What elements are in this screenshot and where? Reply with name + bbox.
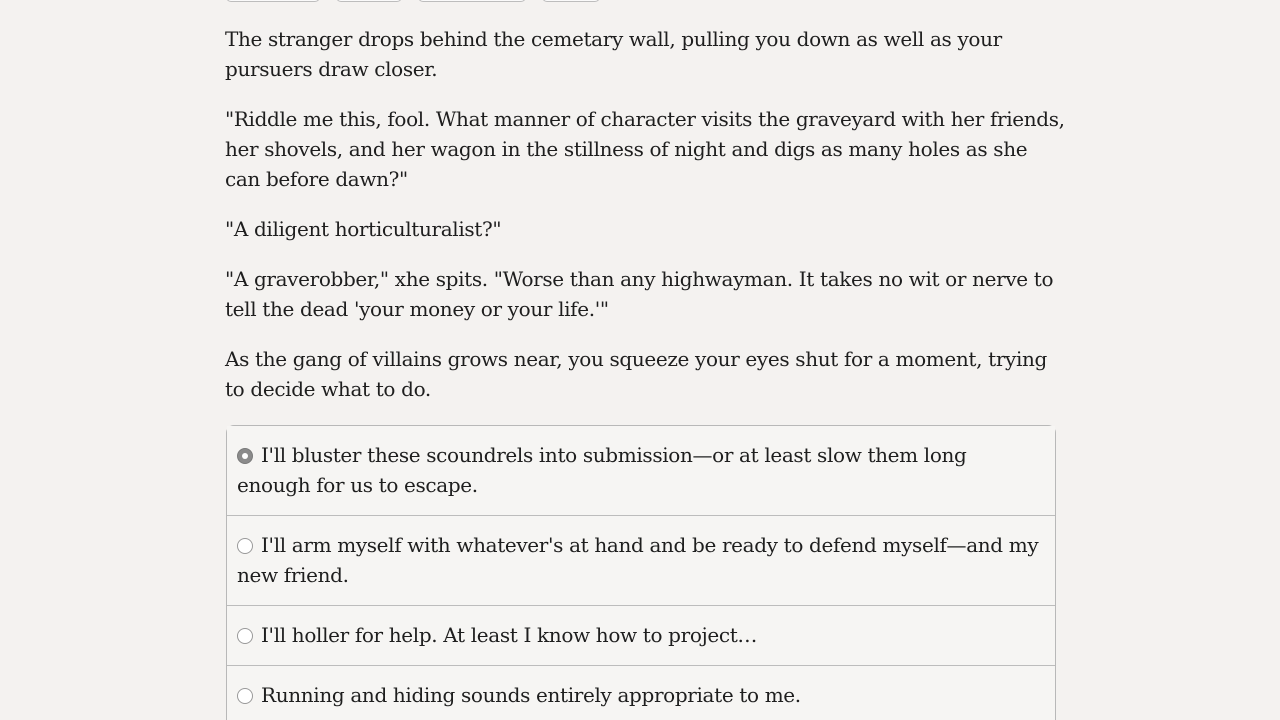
choice-option-arm[interactable] [227, 516, 1055, 606]
story-paragraph: As the gang of villains grows near, you squeeze your eyes shut for a moment, trying to decide what to do. [225, 347, 1048, 401]
choice-label: Running and hiding sounds entirely appropriate to me. [261, 683, 801, 707]
menu-tab-stats[interactable] [226, 0, 320, 2]
choice-list [226, 425, 1056, 720]
story-paragraph: "A graverobber," xhe spits. "Worse than any highwayman. It takes no wit or nerve to tell the dead 'your money or your life.'" [225, 267, 1054, 321]
choice-label: I'll arm myself with whatever's at hand and be ready to defend myself—and my new friend. [237, 533, 1039, 587]
story-paragraph: "A diligent horticulturalist?" [225, 217, 502, 241]
story-text [225, 24, 1065, 424]
menu-tab-achievements[interactable] [418, 0, 526, 2]
story-paragraph: "Riddle me this, fool. What manner of character visits the graveyard with her friends, her shovels, and her wagon in the stillness of night and digs as many holes as she can before dawn?" [225, 107, 1065, 191]
radio-icon[interactable] [237, 628, 253, 644]
story-paragraph: The stranger drops behind the cemetary wall, pulling you down as well as your pursuers draw closer. [225, 27, 1002, 81]
choice-label: I'll bluster these scoundrels into submission—or at least slow them long enough for us to escape. [237, 443, 967, 497]
menu-tab-restart[interactable] [542, 0, 600, 2]
radio-icon[interactable] [237, 538, 253, 554]
choice-option-bluster[interactable] [227, 426, 1055, 516]
choice-label: I'll holler for help. At least I know how to project… [261, 623, 758, 647]
radio-icon[interactable] [237, 688, 253, 704]
radio-selected-icon[interactable] [237, 448, 253, 464]
menu-tab-settings[interactable] [336, 0, 402, 2]
choice-option-holler[interactable] [227, 606, 1055, 666]
choice-option-run[interactable] [227, 666, 1055, 720]
